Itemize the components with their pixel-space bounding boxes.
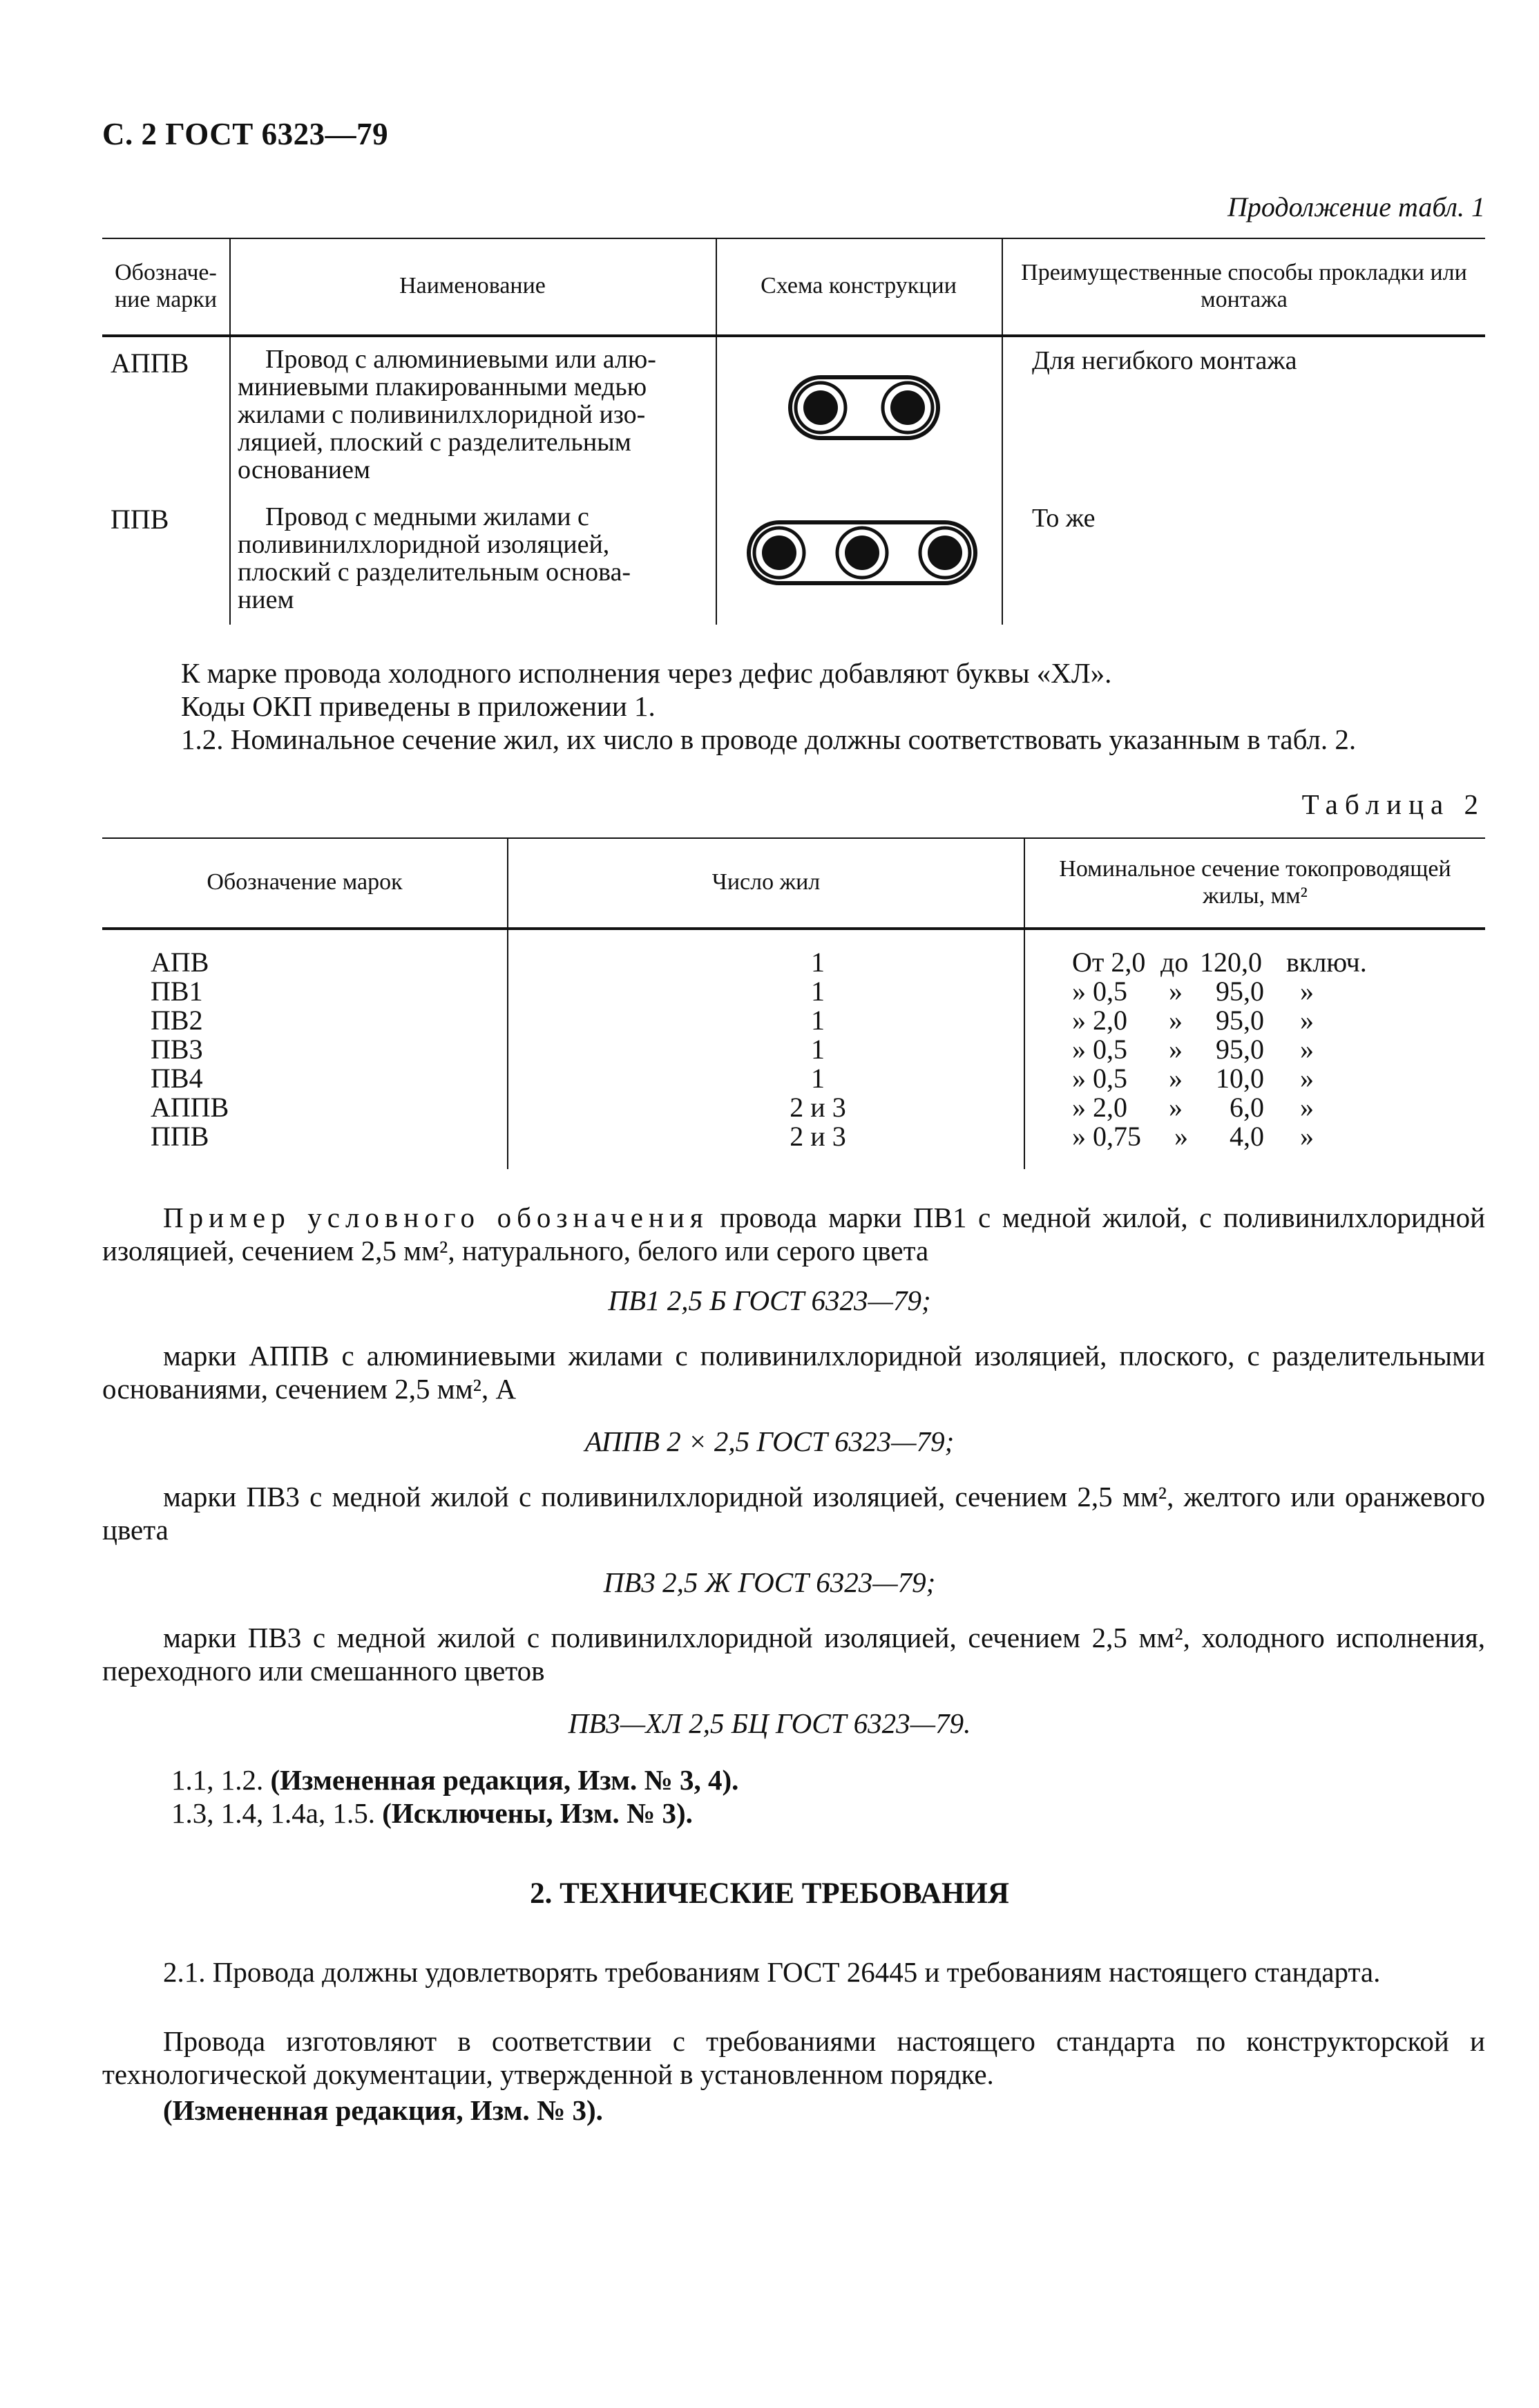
table-2 [102, 837, 1485, 1169]
header-cell-mark: Обозначе-ние марки [114, 259, 218, 312]
three-core-flat-wire-diagram [743, 517, 981, 589]
row-method: Для негибкого монтажа [1032, 346, 1297, 375]
paragraph: 1.2. Номинальное сечение жил, их число в проводе должны соответствовать указанным в табл. 2. [181, 723, 1357, 755]
header-cell-section: Номинальное сечение токопроводящей жилы, мм² [1059, 855, 1451, 909]
table-row: АПВ 1 От 2,0 до 120,0 включ. [151, 947, 1367, 978]
row-code: АППВ [111, 348, 189, 379]
designation-formula: ПВ3—ХЛ 2,5 БЦ ГОСТ 6323—79. [568, 1707, 971, 1739]
row-name: Провод с медными жилами с поливинилхлоридной изоляцией, плоский с разделительным основа- нием [238, 502, 631, 614]
row-name: Провод с алюминиевыми или алю- миниевыми плакированными медью жилами с поливинилхлоридной изо- ляцией, плоский с разделительным основанием [238, 345, 656, 484]
table-row: ПВ4 1 » 0,5 » 10,0 » [151, 1063, 1314, 1094]
table-row: ППВ 2 и 3 » 0,75 » 4,0 » [151, 1121, 1314, 1152]
header-cell-cores: Число жил [711, 869, 821, 895]
designation-formula: АППВ 2 × 2,5 ГОСТ 6323—79; [584, 1425, 955, 1457]
paragraph: марки ПВ3 с медной жилой с поливинилхлоридной изоляцией, сечением 2,5 мм², желтого или оранжевого цвета [102, 1481, 1485, 1546]
table-2-body [102, 948, 1485, 1151]
spaced-heading: Пример условного обозначения [163, 1202, 709, 1233]
paragraph: Провода изготовляют в соответствии с требованиями настоящего стандарта по конструкторской и технологической документации, утвержденной в установленном порядке. [102, 2025, 1485, 2090]
header-cell-name: Наименование [399, 273, 546, 299]
section-title: 2. ТЕХНИЧЕСКИЕ ТРЕБОВАНИЯ [530, 1877, 1009, 1910]
two-core-flat-wire-diagram [785, 372, 944, 444]
table-continuation-label: Продолжение табл. 1 [1227, 191, 1485, 222]
header-cell-method: Преимущественные способы прокладки или монтажа [1021, 259, 1467, 312]
table-row: ПВ1 1 » 0,5 » 95,0 » [151, 976, 1314, 1007]
row-method: То же [1032, 504, 1096, 533]
header-cell-marks: Обозначение марок [207, 869, 403, 895]
table-2-label: Таблица 2 [1301, 788, 1485, 820]
header-cell-scheme: Схема конструкции [761, 273, 957, 299]
table-row: ПВ3 1 » 0,5 » 95,0 » [151, 1034, 1314, 1065]
table-header-rule [102, 927, 1485, 930]
row-code: ППВ [111, 504, 169, 535]
amendment-note: 1.3, 1.4, 1.4а, 1.5. (Исключены, Изм. № 3). [171, 1797, 693, 1829]
paragraph: марки АППВ с алюминиевыми жилами с поливинилхлоридной изоляцией, плоского, с разделительными основаниями, сечением 2,5 мм², А [102, 1340, 1485, 1405]
paragraph: К марке провода холодного исполнения через дефис добавляют буквы «ХЛ». [181, 657, 1112, 689]
designation-formula: ПВ1 2,5 Б ГОСТ 6323—79; [608, 1284, 931, 1316]
table-header-rule [102, 334, 1485, 337]
paragraph: марки ПВ3 с медной жилой с поливинилхлоридной изоляцией, сечением 2,5 мм², холодного исполнения, переходного или смешанного цветов [102, 1622, 1485, 1687]
table-1 [102, 238, 1485, 625]
table-row: АППВ 2 и 3 » 2,0 » 6,0 » [151, 1092, 1314, 1123]
table-row: ПВ2 1 » 2,0 » 95,0 » [151, 1005, 1314, 1036]
paragraph: 2.1. Провода должны удовлетворять требованиям ГОСТ 26445 и требованиям настоящего стандарта. [163, 1956, 1381, 1988]
paragraph: Коды ОКП приведены в приложении 1. [181, 690, 656, 722]
amendment-note: 1.1, 1.2. (Измененная редакция, Изм. № 3, 4). [171, 1764, 739, 1796]
amendment-note: (Измененная редакция, Изм. № 3). [163, 2094, 603, 2126]
page-header: С. 2 ГОСТ 6323—79 [102, 117, 389, 151]
example-intro-paragraph: Пример условного обозначения провода марки ПВ1 с медной жилой, с поливинилхлоридной изоляцией, сечением 2,5 мм², натурального, белого или серого цвета [102, 1202, 1486, 1267]
designation-formula: ПВ3 2,5 Ж ГОСТ 6323—79; [603, 1566, 936, 1598]
